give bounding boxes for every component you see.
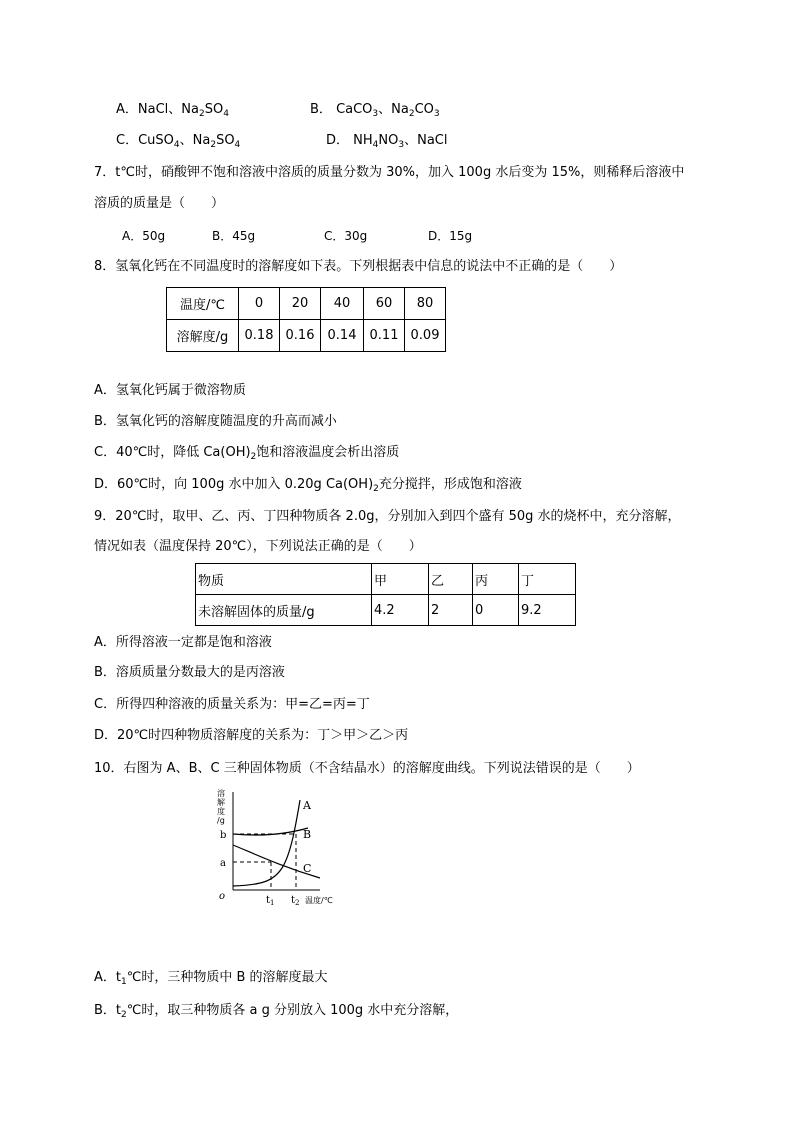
table-cell: 0.16 — [280, 320, 321, 352]
table-cell: 0 — [473, 595, 519, 626]
table-cell: 80 — [405, 288, 446, 320]
q9-option-a: A．所得溶液一定都是饱和溶液 — [94, 635, 272, 650]
y-axis-label-char: 解 — [217, 798, 225, 807]
table-cell: 0.18 — [239, 320, 280, 352]
y-axis-label — [217, 788, 228, 825]
q10-option-b: B．$t_2℃$时，取三种物质各 a g 分别放入 100g 水中充分溶解， — [94, 1003, 459, 1020]
curve-b — [233, 828, 308, 835]
solubility-table — [166, 287, 446, 352]
undissolved-solid-table — [195, 563, 576, 626]
q9-stem-line1: 9．20℃时，取甲、乙、丙、丁四种物质各 2.0g，分别加入到四个盛有 50g 水的烧杯中，充分溶解， — [94, 509, 681, 524]
table-cell: 丙 — [473, 564, 519, 595]
label-b: b — [220, 830, 227, 841]
q7-stem-line1: 7．t℃时，硝酸钾不饱和溶液中溶质的质量分数为 30%，加入 100g 水后变为 15%，则稀释后溶液中 — [94, 165, 685, 180]
q9-option-d: D．20℃时四种物质溶解度的关系为：丁＞甲＞乙＞丙 — [94, 728, 409, 743]
q7-option-b: B．45g — [212, 229, 256, 243]
q8-option-d: D．60℃时，向 100g 水中加入 0.20g $Ca(OH)_2$充分搅拌，形成饱和溶液 — [94, 477, 522, 494]
q7-option-c: C．30g — [324, 229, 368, 243]
q9-option-c: C．所得四种溶液的质量关系为：甲=乙=丙=丁 — [94, 697, 370, 712]
label-a: a — [220, 858, 226, 869]
table-cell: 20 — [280, 288, 321, 320]
table-cell: 4.2 — [372, 595, 429, 626]
q10-option-a: A．$t_1℃$时，三种物质中 B 的溶解度最大 — [94, 970, 328, 987]
y-axis-label-char: /g — [217, 816, 225, 825]
solubility-curve-diagram — [210, 782, 350, 910]
t2-label: $t_2$ — [291, 895, 300, 907]
table-cell: 60 — [364, 288, 405, 320]
q6-option-c: C．CuSO$_4$、$Na_2SO_4$ — [116, 133, 241, 150]
table-cell: 乙 — [429, 564, 473, 595]
q6-option-d: D． $NH_4NO_3$、NaCl — [326, 133, 448, 150]
y-axis-label-char: 度 — [217, 807, 225, 816]
q7-stem-line2: 溶质的质量是（ ） — [94, 196, 225, 211]
table-cell: 9.2 — [519, 595, 576, 626]
table-cell: 温度/℃ — [167, 288, 239, 320]
q8-option-c: C．40℃时，降低 $Ca(OH)_2$饱和溶液温度会析出溶质 — [94, 445, 400, 462]
q8-option-b: B．氢氧化钙的溶解度随温度的升高而减小 — [94, 414, 337, 429]
curve-label-c: C — [303, 862, 312, 875]
table-cell: 溶解度/g — [167, 320, 239, 352]
table-cell: 40 — [321, 288, 364, 320]
q6-option-a: A．NaCl、$Na_2SO_4$ — [116, 102, 229, 119]
table-cell: 0.09 — [405, 320, 446, 352]
curve-label-a: A — [303, 799, 311, 812]
q10-stem: 10．右图为 A、B、C 三种固体物质（不含结晶水）的溶解度曲线。下列说法错误的是（ ） — [94, 761, 640, 776]
y-axis-label-char: 溶 — [217, 789, 225, 798]
q7-option-d: D．15g — [428, 229, 473, 243]
table-cell: 未溶解固体的质量/g — [196, 595, 372, 626]
t1-label: $t_1$ — [266, 895, 275, 907]
table-cell: 0.11 — [364, 320, 405, 352]
q8-option-a: A．氢氧化钙属于微溶物质 — [94, 383, 246, 398]
q6-option-b: B． CaCO$_3$、$Na_2CO_3$ — [310, 102, 440, 119]
table-cell: 物质 — [196, 564, 372, 595]
curve-a — [233, 800, 300, 886]
table-cell: 2 — [429, 595, 473, 626]
q8-stem: 8．氢氧化钙在不同温度时的溶解度如下表。下列根据表中信息的说法中不正确的是（ ） — [94, 259, 623, 274]
q9-option-b: B．溶质质量分数最大的是丙溶液 — [94, 665, 285, 680]
table-row — [196, 564, 576, 595]
table-row — [196, 595, 576, 626]
table-row — [167, 288, 446, 320]
table-cell: 丁 — [519, 564, 576, 595]
table-cell: 0.14 — [321, 320, 364, 352]
table-row — [167, 320, 446, 352]
curve-label-b: B — [303, 828, 312, 841]
q7-option-a: A．50g — [122, 229, 166, 243]
table-cell: 0 — [239, 288, 280, 320]
q9-stem-line2: 情况如表（温度保持 20℃），下列说法正确的是（ ） — [94, 539, 422, 554]
x-axis-label: 温度/℃ — [305, 896, 333, 905]
origin-label: o — [219, 891, 226, 902]
table-cell: 甲 — [372, 564, 429, 595]
